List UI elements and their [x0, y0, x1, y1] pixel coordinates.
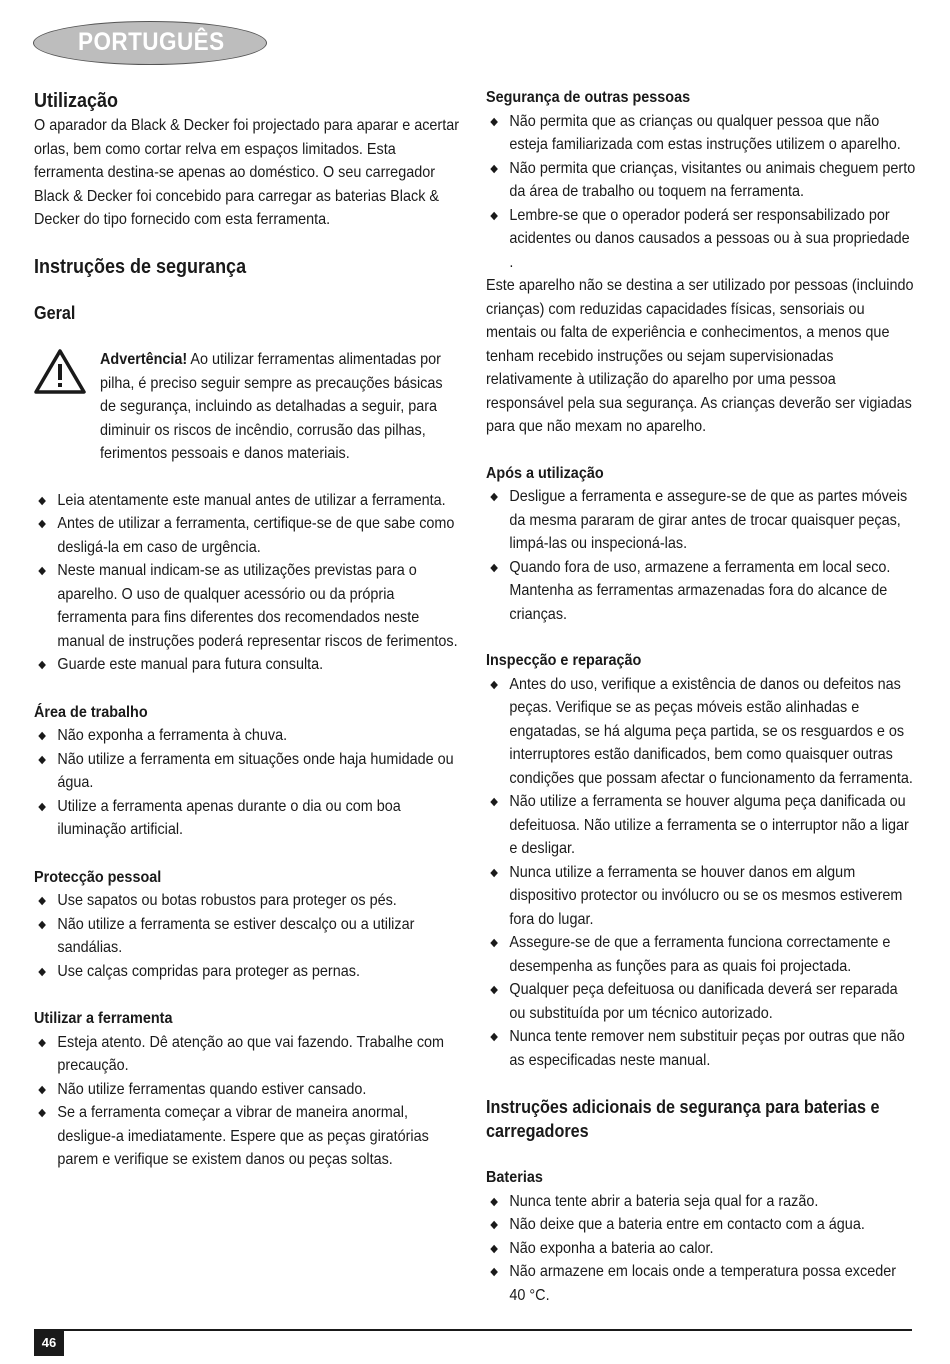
outras-heading: Segurança de outras pessoas [486, 89, 691, 106]
bullet-icon [490, 117, 498, 125]
list-item: Não utilize a ferramenta se houver alguma peça danificada ou defeituosa. Não utilize a ferramenta se o interruptor não a ligar e desligar. [486, 790, 916, 861]
list-item: Nunca tente abrir a bateria seja qual for a razão. [486, 1190, 916, 1214]
footer-rule [34, 1329, 912, 1331]
list-item: Qualquer peça defeituosa ou danificada deverá ser reparada ou substituída por um técnico autorizado. [486, 978, 916, 1025]
warning-block [34, 348, 462, 466]
language-label: PORTUGUÊS [78, 28, 225, 56]
list-item: Lembre-se que o operador poderá ser responsabilizado por acidentes ou danos causados a pessoas ou à sua propriedade . [486, 204, 916, 275]
utilizar-list [34, 1031, 462, 1172]
utilizar-heading: Utilizar a ferramenta [34, 1010, 173, 1027]
bullet-icon [38, 1085, 46, 1093]
adicionais-heading: Instruções adicionais de segurança para baterias e carregadores [486, 1097, 880, 1141]
baterias-heading: Baterias [486, 1169, 543, 1186]
warning-label: Advertência! [100, 351, 188, 368]
bullet-icon [490, 680, 498, 688]
right-column [486, 86, 916, 1307]
list-item: Guarde este manual para futura consulta. [34, 653, 462, 677]
list-item: Não utilize a ferramenta se estiver descalço ou a utilizar sandálias. [34, 913, 462, 960]
list-item: Não exponha a ferramenta à chuva. [34, 724, 462, 748]
bullet-icon [490, 493, 498, 501]
list-item: Não utilize a ferramenta em situações onde haja humidade ou água. [34, 748, 462, 795]
bullet-icon [490, 563, 498, 571]
outras-paragraph: Este aparelho não se destina a ser utilizado por pessoas (incluindo crianças) com reduzidas capacidades físicas, sensoriais ou mentais ou falta de experiência e conhecimentos, a menos que tenham recebido instruções ou sejam supervisionadas relativamente à utilização do aparelho por uma pessoa responsável pela sua segurança. As crianças deverão ser vigiadas para que não mexam no aparelho. [486, 277, 914, 435]
list-item: Nunca tente remover nem substituir peças por outras que não as especificadas neste manual. [486, 1025, 916, 1072]
geral-list [34, 489, 462, 677]
bullet-icon [38, 755, 46, 763]
bullet-icon [490, 798, 498, 806]
list-item: Se a ferramenta começar a vibrar de maneira anormal, desligue-a imediatamente. Espere que as peças giratórias parem e verifique se existem danos ou peças soltas. [34, 1101, 462, 1172]
list-item: Não armazene em locais onde a temperatura possa exceder 40 °C. [486, 1260, 916, 1307]
geral-heading: Geral [34, 302, 76, 323]
list-item: Desligue a ferramenta e assegure-se de que as partes móveis da mesma pararam de girar antes de trocar quaisquer peças, limpá-las ou inspecioná-las. [486, 485, 916, 556]
list-item: Antes do uso, verifique a existência de danos ou defeitos nas peças. Verifique se as peças móveis estão alinhadas e engatadas, se há alguma peça partida, se os resguardos e os interruptores estão danificados, bem como quaisquer outras condições que possam afectar o funcionamento da ferramenta. [486, 673, 916, 791]
warning-body: Ao utilizar ferramentas alimentadas por pilha, é preciso seguir sempre as precauções básicas de segurança, incluindo as detalhadas a seguir, para diminuir os riscos de incêndio, corrusão das pilhas, ferimentos pessoais e danos materiais. [100, 351, 443, 462]
list-item: Assegure-se de que a ferramenta funciona correctamente e desempenha as funções para as quais foi projectada. [486, 931, 916, 978]
list-item: Não deixe que a bateria entre em contacto com a água. [486, 1213, 916, 1237]
bullet-icon [490, 1268, 498, 1276]
bullet-icon [490, 211, 498, 219]
bullet-icon [490, 1197, 498, 1205]
inspeccao-heading: Inspecção e reparação [486, 652, 642, 669]
apos-heading: Após a utilização [486, 464, 604, 482]
list-item: Esteja atento. Dê atenção ao que vai fazendo. Trabalhe com precaução. [34, 1031, 462, 1078]
page-number: 46 [34, 1329, 64, 1356]
bullet-icon [38, 496, 46, 504]
list-item: Não exponha a bateria ao calor. [486, 1237, 916, 1261]
bullet-icon [38, 567, 46, 575]
bullet-icon [38, 1038, 46, 1046]
list-item: Utilize a ferramenta apenas durante o dia ou com boa iluminação artificial. [34, 795, 462, 842]
bullet-icon [38, 967, 46, 975]
left-column [34, 86, 462, 1172]
bullet-icon [38, 920, 46, 928]
instrucoes-heading: Instruções de segurança [34, 255, 247, 278]
list-item: Use calças compridas para proteger as pernas. [34, 960, 462, 984]
list-item: Não permita que as crianças ou qualquer pessoa que não esteja familiarizada com estas instruções utilizem o aparelho. [486, 110, 916, 157]
bullet-icon [38, 802, 46, 810]
list-item: Neste manual indicam-se as utilizações previstas para o aparelho. O uso de qualquer acessório ou da própria ferramenta para fins diferentes dos recomendados neste manual de instruções poderá representar riscos de ferimentos. [34, 559, 462, 653]
bullet-icon [490, 986, 498, 994]
area-heading: Área de trabalho [34, 703, 148, 721]
utilizacao-heading: Utilização [34, 90, 119, 112]
warning-triangle-icon [34, 348, 86, 394]
proteccao-heading: Protecção pessoal [34, 868, 162, 886]
list-item: Use sapatos ou botas robustos para proteger os pés. [34, 889, 462, 913]
bullet-icon [38, 732, 46, 740]
inspeccao-list [486, 673, 916, 1073]
bullet-icon [490, 1033, 498, 1041]
bullet-icon [38, 520, 46, 528]
area-list [34, 724, 462, 842]
bullet-icon [38, 897, 46, 905]
apos-list [486, 485, 916, 626]
list-item: Nunca utilize a ferramenta se houver danos em algum dispositivo protector ou invólucro ou se os mesmos estiverem fora do lugar. [486, 861, 916, 932]
list-item: Leia atentamente este manual antes de utilizar a ferramenta. [34, 489, 462, 513]
list-item: Não permita que crianças, visitantes ou animais cheguem perto da área de trabalho ou toquem na ferramenta. [486, 157, 916, 204]
outras-list [486, 110, 916, 275]
warning-text [100, 348, 462, 466]
list-item: Antes de utilizar a ferramenta, certifique-se de que sabe como desligá-la em caso de urgência. [34, 512, 462, 559]
bullet-icon [38, 661, 46, 669]
language-tab [33, 21, 267, 65]
bullet-icon [490, 1244, 498, 1252]
bullet-icon [490, 164, 498, 172]
proteccao-list [34, 889, 462, 983]
list-item: Não utilize ferramentas quando estiver cansado. [34, 1078, 462, 1102]
utilizacao-paragraph: O aparador da Black & Decker foi projectado para aparar e acertar orlas, bem como cortar relva em espaços limitados. Esta ferramenta destina-se apenas ao doméstico. O seu carregador Black & Decker foi concebido para carregar as baterias Black & Decker do tipo fornecido com esta ferramenta. [34, 117, 460, 228]
baterias-list [486, 1190, 916, 1308]
bullet-icon [38, 1109, 46, 1117]
list-item: Quando fora de uso, armazene a ferramenta em local seco. Mantenha as ferramentas armazenadas fora do alcance de crianças. [486, 556, 916, 627]
bullet-icon [490, 1221, 498, 1229]
bullet-icon [490, 939, 498, 947]
bullet-icon [490, 868, 498, 876]
